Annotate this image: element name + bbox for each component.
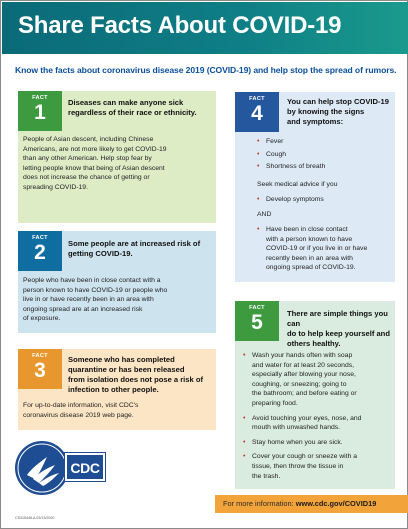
cdc-wordmark: CDC (65, 453, 105, 481)
fact-tag-label: FACT (249, 305, 265, 311)
heading-line: getting COVID-19. (68, 249, 133, 258)
body-line: People who have been in close contact with a (23, 277, 161, 284)
fact-card-2 (18, 231, 216, 333)
item-line: the bathroom; and before eating or (252, 390, 357, 398)
hhs-seal-icon (15, 441, 69, 495)
list-item (257, 225, 393, 273)
heading-line: Some people are at increased risk of (68, 239, 201, 248)
condition-list-2 (257, 225, 393, 273)
heading-line: others healthy. (287, 339, 341, 348)
item-line: • Stay home when you are sick. (252, 438, 343, 446)
heading-line: regardless of their race or ethnicity. (68, 108, 197, 117)
footer-label: For more information: (223, 499, 294, 508)
fact-body (23, 276, 213, 324)
fact-number: 3 (34, 359, 46, 382)
heading-line: infection to other people. (68, 385, 159, 394)
item-line: • Have been in close contact (266, 226, 348, 233)
footer-text (223, 499, 376, 508)
heading-line: You can help stop COVID-19 (287, 97, 389, 106)
fact-number: 2 (34, 241, 46, 264)
list-item: • Cough (257, 150, 393, 160)
fact-heading (68, 98, 214, 118)
item-line: tissue, then throw the tissue in (252, 462, 344, 470)
item-line: • Wash your hands often with soap (252, 352, 353, 359)
heading-line: Diseases can make anyone sick (68, 98, 184, 107)
item-line: especially after blowing your nose, (252, 371, 356, 379)
body-line: of exposure. (23, 315, 61, 323)
page-title: Share Facts About COVID-19 (18, 12, 342, 39)
fact-tag-2 (18, 231, 62, 271)
subtitle: Know the facts about coronavirus disease 2019 (COVID-19) and help stop the spread of rumors. (15, 65, 397, 75)
fact-card-1 (18, 91, 216, 223)
item-line: the trash. (252, 472, 281, 480)
body-line: than any other American. Help stop fear by (23, 155, 152, 163)
heading-line: There are simple things you can (287, 309, 388, 328)
fact-heading (68, 355, 214, 395)
body-line: For up-to-date information, visit CDC's (23, 402, 139, 409)
document-code: CS315446-A 03/13/2020 (15, 516, 55, 520)
heading-line: quarantine or has been released (68, 365, 185, 374)
list-item (243, 452, 393, 481)
body-line: Americans, are not more likely to get COVID-19 (23, 145, 167, 153)
body-line: coronavirus disease 2019 web page. (23, 411, 134, 419)
fact-card-3 (18, 349, 216, 430)
item-line: with a person known to have (266, 235, 353, 243)
title-banner (2, 2, 408, 54)
fact-number: 1 (34, 101, 46, 124)
fact-number: 4 (251, 102, 263, 125)
condition-list (257, 195, 393, 205)
fact-heading (287, 309, 393, 349)
item-line: • Avoid touching your eyes, nose, and (252, 414, 362, 422)
list-item: • Develop symptoms (257, 195, 393, 205)
fact-heading (287, 97, 393, 127)
tip-list (243, 351, 393, 481)
advice-text: Seek medical advice if you (257, 181, 338, 188)
item-line: COVID-19 or if you live in or have (266, 245, 368, 253)
fact-body (23, 401, 213, 420)
footer-bar (215, 495, 408, 513)
list-item (243, 438, 393, 448)
fact-tag-5 (235, 301, 279, 341)
body-line: People of Asian descent, including Chinese (23, 136, 154, 143)
symptom-list (257, 137, 393, 172)
fact-tag-label: FACT (249, 96, 265, 102)
and-word: AND (257, 211, 272, 218)
list-item: • Shortness of breath (257, 162, 393, 172)
body-line: live in or have recently been in an area with (23, 296, 154, 304)
item-line: ongoing spread of COVID-19. (266, 264, 356, 272)
heading-line: and symptoms: (287, 117, 344, 126)
body-line: spreading COVID-19. (23, 183, 88, 191)
item-line: mouth with unwashed hands. (252, 424, 341, 432)
item-line: and water for at least 20 seconds, (252, 361, 355, 369)
cdc-logo (15, 441, 100, 495)
heading-line: do to help keep yourself and (287, 329, 390, 338)
list-item: • Fever (257, 137, 393, 147)
fact-heading (68, 239, 214, 259)
fact-tag-label: FACT (32, 95, 48, 101)
fact-number: 5 (251, 311, 263, 334)
fact-card-4 (235, 92, 395, 282)
heading-line: from isolation does not pose a risk of (68, 375, 204, 384)
item-line: • Cover your cough or sneeze with a (252, 453, 358, 461)
list-item (243, 351, 393, 409)
fact-card-5 (235, 301, 395, 489)
item-line: preparing food. (252, 399, 298, 407)
fact-tag-1 (18, 91, 62, 131)
item-line: recently been in an area with (266, 254, 353, 262)
heading-line: by knowing the signs (287, 107, 365, 116)
fact-tag-label: FACT (32, 353, 48, 359)
body-line: does not increase the chance of getting or (23, 174, 150, 182)
body-line: letting people know that being of Asian descent (23, 164, 165, 172)
fact-tag-3 (18, 349, 62, 389)
fact-tag-label: FACT (32, 235, 48, 241)
body-line: person known to have COVID-19 or people who (23, 286, 168, 294)
body-line: ongoing spread are at an increased risk (23, 305, 143, 313)
heading-line: Someone who has completed (68, 355, 175, 364)
fact-body (23, 135, 213, 193)
list-item (243, 414, 393, 433)
fact-tag-4 (235, 92, 279, 132)
footer-link[interactable]: www.cdc.gov/COVID19 (295, 499, 377, 508)
item-line: coughing, or sneezing; going to (252, 380, 347, 388)
